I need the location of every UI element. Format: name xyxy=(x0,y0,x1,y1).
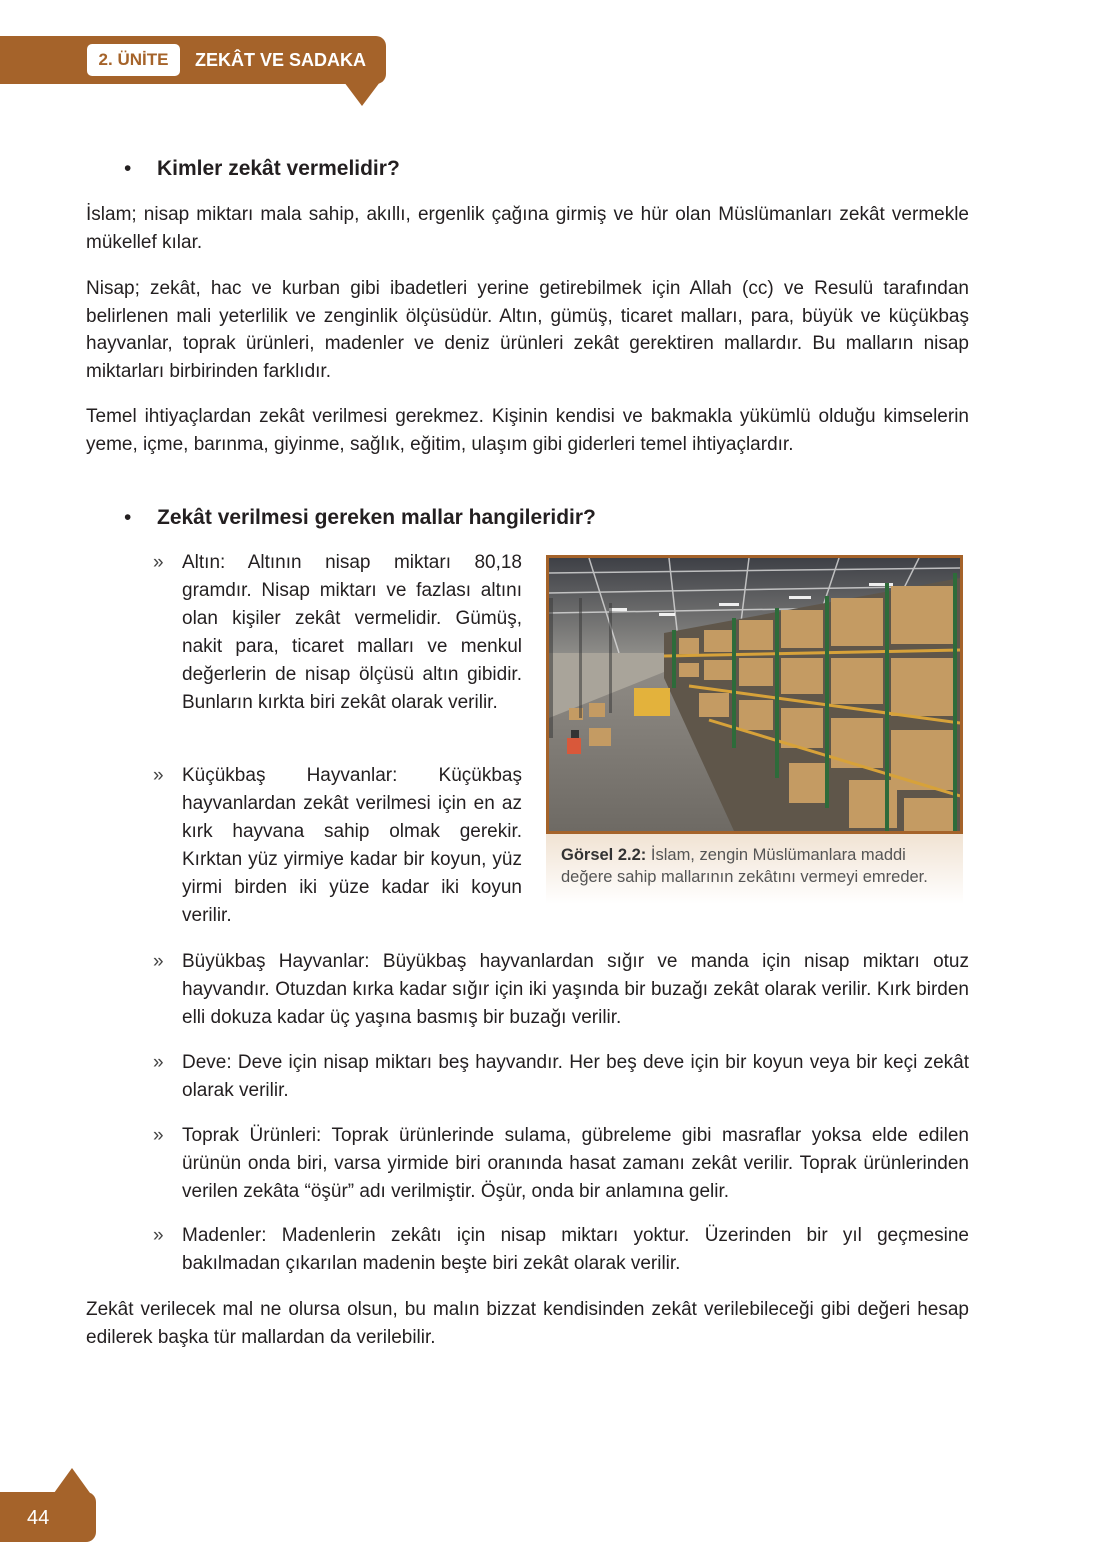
section-heading-who xyxy=(124,154,400,184)
caption-box xyxy=(546,834,963,904)
section-heading-text: Zekât verilmesi gereken mallar hangileridir? xyxy=(157,506,596,529)
section-heading-goods xyxy=(124,503,596,533)
chevron-right-icon: » xyxy=(153,552,164,573)
paragraph-2: Nisap; zekât, hac ve kurban gibi ibadetleri yerine getirebilmek için Allah (cc) ve Resulü tarafından belirlenen mali yeterlilik ve zenginlik ölçüsüdür. Altın, gümüş, ticaret malları, para, büyük ve küçükbaş hayvanlar, toprak ürünleri, madenler ve deniz ürünleri zekât gerektiren mallardır. Bu malların nisap miktarları birbirinden farklıdır. xyxy=(86,278,969,382)
warehouse-photo xyxy=(546,555,963,834)
list-item-text: Altın: Altının nisap miktarı 80,18 gramdır. Nisap miktarı ve fazlası altını olan kişiler zekât vermelidir. Gümüş, nakit para, ticaret malları ve menkul değerlerin de nisap ölçüsü altın gibidir. Bunların kırkta biri zekât olarak verilir. xyxy=(182,552,522,713)
paragraph-1: İslam; nisap miktarı mala sahip, akıllı, ergenlik çağına girmiş ve hür olan Müslümanları zekât vermekle mükellef kılar. xyxy=(86,204,969,253)
list-item-text: Toprak Ürünleri: Toprak ürünlerinde sulama, gübreleme gibi masraflar yoksa elde edilen ürünün onda biri, varsa yirmide biri oranında hasat zamanı zekât verilir. Toprak ürünlerinden verilen zekâta “öşür” adı verilmiştir. Öşür, onda bir anlamına gelir. xyxy=(182,1125,969,1202)
chevron-right-icon: » xyxy=(153,1125,164,1146)
chapter-title: ZEKÂT VE SADAKA xyxy=(195,50,367,70)
bullet-dot-icon: • xyxy=(124,506,132,529)
caption-label: Görsel 2.2: xyxy=(561,846,647,864)
list-item-text: Deve: Deve için nisap miktarı beş hayvandır. Her beş deve için bir koyun veya bir keçi zekât olarak verilir. xyxy=(182,1052,969,1101)
closing-paragraph: Zekât verilecek mal ne olursa olsun, bu malın bizzat kendisinden zekât verilebileceği gibi değeri hesap edilerek başka tür mallardan da verilebilir. xyxy=(86,1299,969,1348)
warehouse-illustration xyxy=(549,558,960,831)
page-number-tail xyxy=(54,1468,90,1493)
caption-text: İslam, zengin Müslümanlara maddi değere sahip mallarının zekâtını vermeyi emreder. xyxy=(561,846,928,886)
section-heading-text: Kimler zekât vermelidir? xyxy=(157,157,400,180)
list-item-text: Büyükbaş Hayvanlar: Büyükbaş hayvanlardan sığır ve manda için nisap miktarı otuz hayvandır. Otuzdan kırka kadar sığır için iki yaşında bir buzağı zekât olarak verilir. Kırk birden elli dokuza kadar üç yaşına basmış bir buzağı verilir. xyxy=(182,951,969,1028)
bullet-dot-icon: • xyxy=(124,157,132,180)
paragraph-3: Temel ihtiyaçlardan zekât verilmesi gerekmez. Kişinin kendisi ve bakmakla yükümlü olduğu kimselerin yeme, içme, barınma, giyinme, sağlık, eğitim, ulaşım gibi giderleri temel ihtiyaçlardır. xyxy=(86,406,969,455)
list-item-text: Madenler: Madenlerin zekâtı için nisap miktarı yoktur. Üzerinden bir yıl geçmesine bakılmadan çıkarılan madenin beşte biri zekât olarak verilir. xyxy=(182,1225,969,1274)
list-item-text: Küçükbaş Hayvanlar: Küçükbaş hayvanlardan zekât verilmesi için en az kırk hayvana sahip olmak gerekir. Kırktan yüz yirmiye kadar bir koyun, yüz yirmi birden iki yüze kadar iki koyun verilir. xyxy=(182,765,522,926)
chevron-right-icon: » xyxy=(153,765,164,786)
unit-badge: 2. ÜNİTE xyxy=(87,44,180,76)
chevron-right-icon: » xyxy=(153,1225,164,1246)
figure-caption xyxy=(561,844,956,888)
figure-warehouse xyxy=(546,555,963,905)
page-number: 44 xyxy=(27,1507,50,1529)
chevron-right-icon: » xyxy=(153,951,164,972)
chevron-right-icon: » xyxy=(153,1052,164,1073)
unit-banner-tail xyxy=(344,82,380,106)
